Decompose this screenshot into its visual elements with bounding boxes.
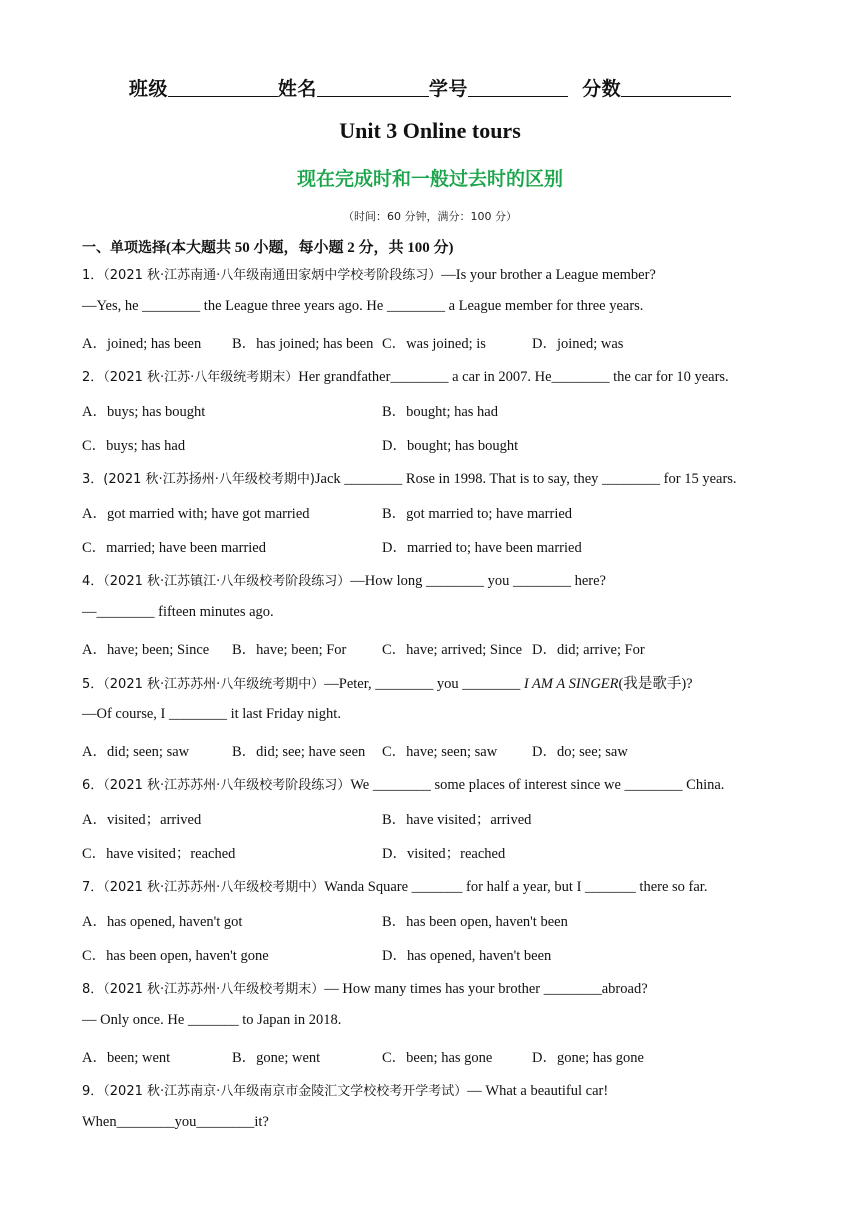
student-info-header xyxy=(0,74,860,101)
question-6-option-b[interactable]: B．have visited；arrived xyxy=(382,812,532,828)
question-2-stem: 2．（2021 秋·江苏·八年级统考期末）Her grandfather________ a car in 2007. He________ the car for 10 years. xyxy=(82,369,729,385)
question-5-stem: 5．（2021 秋·江苏苏州·八年级统考期中）—Peter, ________ you ________ I AM A SINGER(我是歌手)? xyxy=(82,676,693,692)
question-3-option-a[interactable]: A．got married with; have got married xyxy=(82,506,310,522)
question-1-stem: 1．（2021 秋·江苏南通·八年级南通田家炳中学校考阶段练习）—Is your brother a League member? xyxy=(82,267,656,283)
class-label: 班级 xyxy=(128,78,168,100)
question-5-option-a[interactable]: A．did; seen; saw xyxy=(82,744,190,760)
number-label: 学号 xyxy=(428,78,468,100)
question-8-option-a[interactable]: A．been; went xyxy=(82,1050,171,1066)
question-5-line2: —Of course, I ________ it last Friday night. xyxy=(82,706,341,722)
question-3-stem: 3．(2021 秋·江苏扬州·八年级校考期中)Jack ________ Rose in 1998. That is to say, they ________ for 15 years. xyxy=(82,471,737,487)
question-3-option-b[interactable]: B．got married to; have married xyxy=(382,506,573,522)
question-1-option-a[interactable]: A．joined; has been xyxy=(82,336,202,352)
question-7-option-b[interactable]: B．has been open, haven't been xyxy=(382,914,568,930)
question-2-option-c[interactable]: C．buys; has had xyxy=(82,438,186,454)
question-6-option-c[interactable]: C．have visited；reached xyxy=(82,846,236,862)
question-5-option-d[interactable]: D．do; see; saw xyxy=(532,744,628,760)
question-9-stem: 9．（2021 秋·江苏南京·八年级南京市金陵汇文学校校考开学考试）— What a beautiful car! xyxy=(82,1083,609,1099)
question-1-option-b[interactable]: B．has joined; has been xyxy=(232,336,374,352)
question-6-stem: 6．（2021 秋·江苏苏州·八年级校考阶段练习）We ________ some places of interest since we ________ China. xyxy=(82,777,725,793)
page-title: Unit 3 Online tours xyxy=(339,118,521,143)
name-label: 姓名 xyxy=(277,78,317,100)
number-blank[interactable] xyxy=(468,78,568,97)
question-6-option-d[interactable]: D．visited；reached xyxy=(382,846,506,862)
question-1-option-c[interactable]: C．was joined; is xyxy=(382,336,486,352)
question-7-stem: 7．（2021 秋·江苏苏州·八年级校考期中）Wanda Square _______ for half a year, but I _______ there so far. xyxy=(82,879,708,895)
question-2-option-d[interactable]: D．bought; has bought xyxy=(382,438,519,454)
score-label: 分数 xyxy=(582,78,622,100)
question-8-stem: 8．（2021 秋·江苏苏州·八年级校考期末）— How many times has your brother ________abroad? xyxy=(82,981,648,997)
question-4-line2: —________ fifteen minutes ago. xyxy=(82,604,274,620)
question-1-line2: —Yes, he ________ the League three years ago. He ________ a League member for three years. xyxy=(82,298,644,314)
section-heading: 一、单项选择(本大题共 50 小题，每小题 2 分，共 100 分) xyxy=(82,240,454,256)
question-4-stem: 4．（2021 秋·江苏镇江·八年级校考阶段练习）—How long ________ you ________ here? xyxy=(82,573,606,589)
question-4-option-c[interactable]: C．have; arrived; Since xyxy=(382,642,523,658)
question-3-option-d[interactable]: D．married to; have been married xyxy=(382,540,582,556)
question-1-option-d[interactable]: D．joined; was xyxy=(532,336,624,352)
score-blank[interactable] xyxy=(621,78,731,97)
question-6-option-a[interactable]: A．visited；arrived xyxy=(82,812,202,828)
question-7-option-a[interactable]: A．has opened, haven't got xyxy=(82,914,243,930)
question-5-option-b[interactable]: B．did; see; have seen xyxy=(232,744,366,760)
time-info: （时间：60 分钟，满分：100 分） xyxy=(343,210,517,223)
question-4-option-b[interactable]: B．have; been; For xyxy=(232,642,347,658)
question-2-option-b[interactable]: B．bought; has had xyxy=(382,404,498,420)
question-9-line2: When________you________it? xyxy=(82,1114,269,1130)
question-8-option-d[interactable]: D．gone; has gone xyxy=(532,1050,644,1066)
page-subtitle: 现在完成时和一般过去时的区别 xyxy=(296,168,563,190)
question-7-option-d[interactable]: D．has opened, haven't been xyxy=(382,948,552,964)
class-blank[interactable] xyxy=(168,78,278,97)
question-8-option-b[interactable]: B．gone; went xyxy=(232,1050,321,1066)
question-4-option-d[interactable]: D．did; arrive; For xyxy=(532,642,645,658)
name-blank[interactable] xyxy=(317,78,429,97)
question-8-line2: — Only once. He _______ to Japan in 2018. xyxy=(82,1012,342,1028)
question-8-option-c[interactable]: C．been; has gone xyxy=(382,1050,493,1066)
question-7-option-c[interactable]: C．has been open, haven't gone xyxy=(82,948,269,964)
question-2-option-a[interactable]: A．buys; has bought xyxy=(82,404,206,420)
question-5-option-c[interactable]: C．have; seen; saw xyxy=(382,744,498,760)
question-4-option-a[interactable]: A．have; been; Since xyxy=(82,642,210,658)
question-3-option-c[interactable]: C．married; have been married xyxy=(82,540,266,556)
